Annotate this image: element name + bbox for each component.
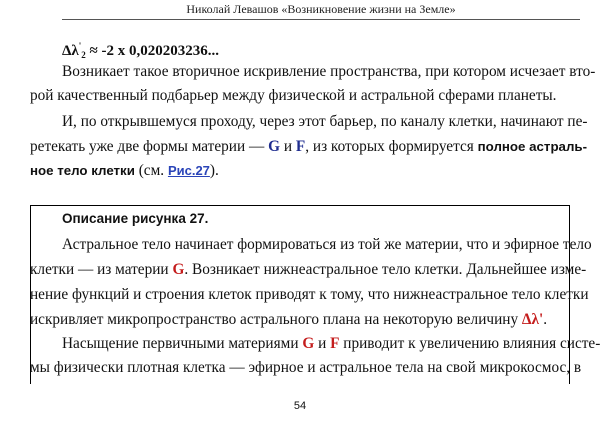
paragraph-2-line-1: И, по открывшемуся проходу, через этот барьер, по каналу клетки, начинают пе- (62, 113, 588, 130)
box-paragraph-1-line-2 (30, 260, 587, 280)
conjunction: и (314, 335, 331, 352)
formula-prime: ' (78, 41, 82, 51)
matter-g-label: G (172, 261, 185, 278)
paragraph-2-text: (см. (134, 162, 168, 179)
paragraph-2-text: , из которых формируется (305, 138, 478, 155)
box-paragraph-1-line-1: Астральное тело начинает формироваться из той же материи, что и эфирное тело (62, 236, 592, 253)
astral-body-term: полное астраль- (477, 139, 588, 154)
figure-description-title-period: . (204, 211, 209, 226)
running-header: Николай Левашов «Возникновение жизни на Земле» (186, 2, 456, 16)
figure-27-link[interactable]: Рис.27 (167, 163, 210, 178)
figure-description-title-text: Описание рисунка 27 (62, 211, 205, 226)
matter-g-label: G (302, 335, 315, 352)
paragraph-1-line-1: Возникает такое вторичное искривление пространства, при котором исчезает вто- (62, 63, 596, 80)
paragraph-2-text: ). (209, 162, 219, 179)
paragraph-2-line-3 (30, 161, 581, 181)
conjunction: и (280, 138, 296, 155)
matter-g-label: G (268, 138, 281, 155)
box-text: . (543, 311, 548, 328)
box-paragraph-1-line-3: нение функций и строения клеток приводят к тому, что нижнеастральное тело клетки (30, 286, 589, 303)
formula-subscript: 2 (81, 50, 86, 60)
paragraph-2-line-2 (30, 137, 588, 157)
matter-f-label: F (295, 138, 306, 155)
formula-delta-lambda (62, 41, 219, 60)
formula-value: ≈ -2 x 0,020203236... (85, 43, 220, 59)
paragraph-1-line-2: рой качественный подбарьер между физической и астральной сферами планеты. (30, 87, 557, 104)
box-text: клетки — из материи (30, 261, 173, 278)
formula-symbol: Δλ (62, 43, 79, 59)
figure-description-title (62, 211, 208, 226)
box-paragraph-1-line-4 (30, 310, 570, 330)
box-text: . Возникает нижнеастральное тело клетки. Дальнейшее изме- (184, 261, 587, 278)
box-text: искривляет микропространство астрального плана на некоторую величину (30, 311, 522, 328)
astral-body-term: ное тело клетки (30, 163, 135, 178)
header-divider (62, 19, 580, 20)
box-text: Насыщение первичными материями (62, 335, 303, 352)
page-number: 54 (293, 400, 307, 412)
box-paragraph-2-line-1 (62, 334, 600, 354)
paragraph-2-text: ретекать уже две формы материи — (30, 138, 269, 155)
delta-lambda-prime: Δλ' (521, 311, 544, 328)
box-text: приводит к увеличению влияния систе- (339, 335, 600, 352)
box-paragraph-2-line-2: мы физически плотная клетка — эфирное и астральное тела на свой микрокосмос, в (30, 359, 582, 376)
matter-f-label: F (330, 335, 340, 352)
